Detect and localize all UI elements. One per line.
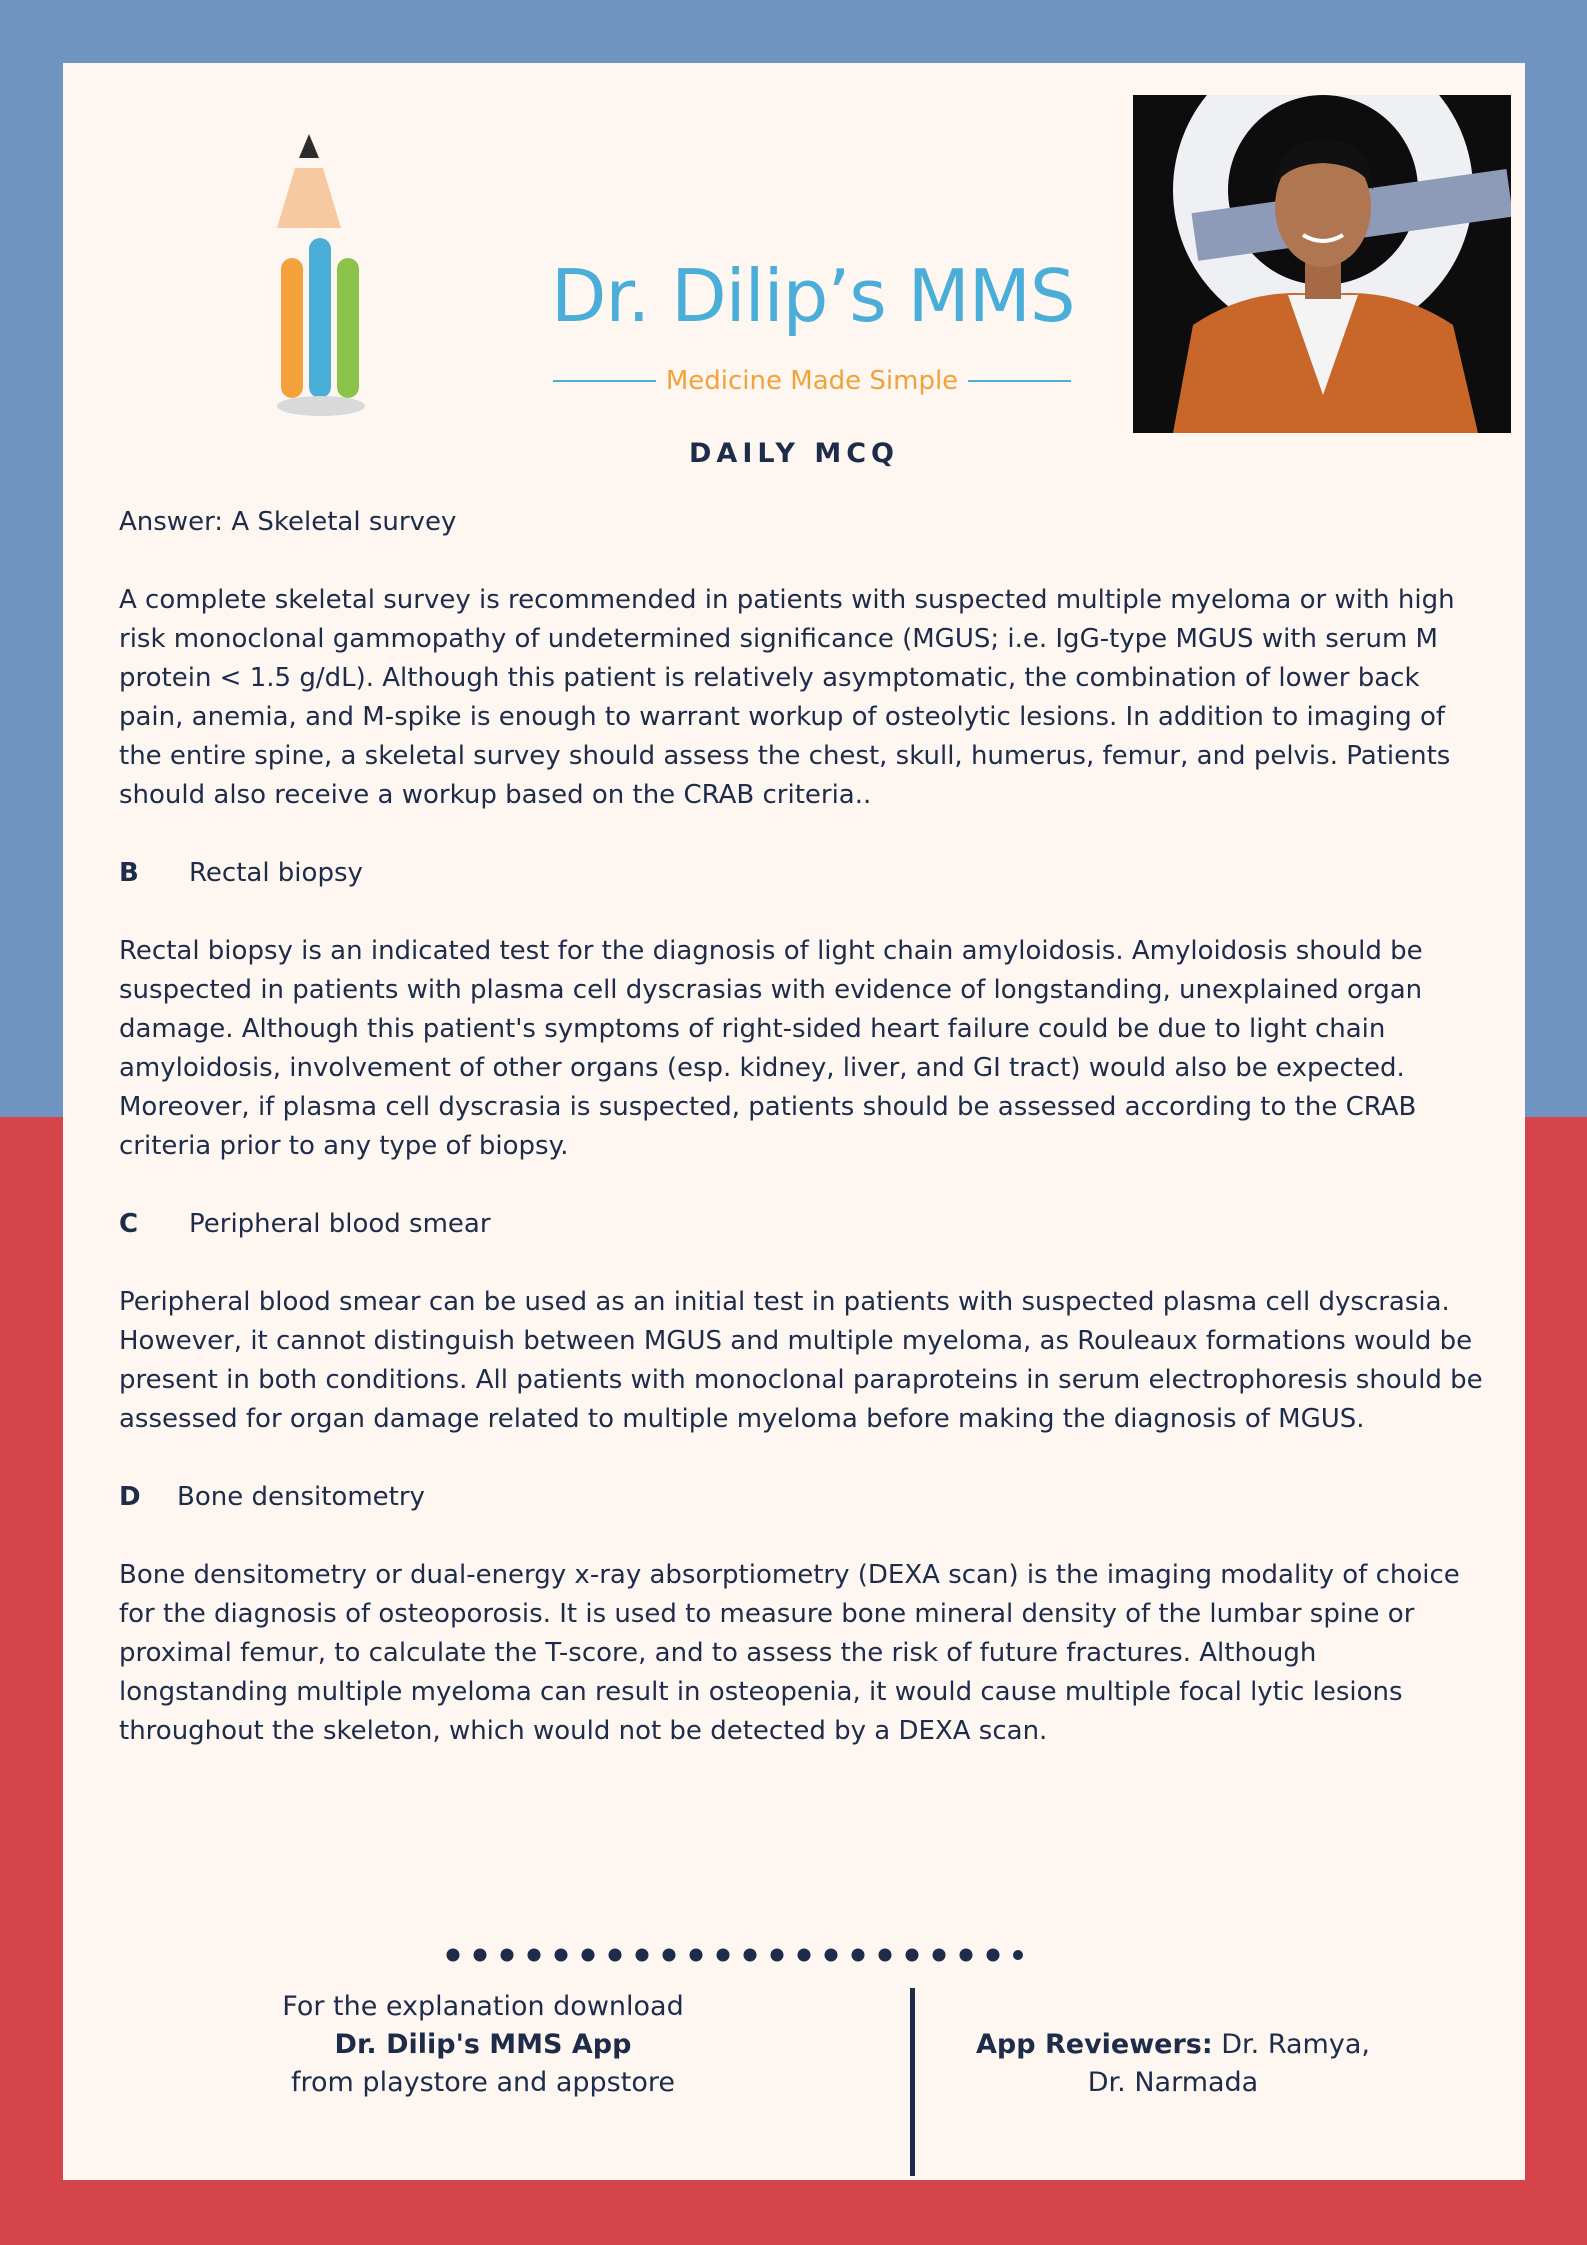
- footer-reviewers: [963, 2026, 1383, 2102]
- logo-rule-left: [553, 380, 656, 382]
- option-letter: D: [119, 1482, 141, 1512]
- reviewers-label: App Reviewers:: [976, 2029, 1213, 2060]
- page-heading: DAILY MCQ: [689, 438, 899, 469]
- option-c-explanation: Peripheral blood smear can be used as an initial test in patients with suspected plasma cell dyscrasia. However, it cannot distinguish between MGUS and multiple myeloma, as Rouleaux formations would be present in both conditions. All patients with monoclonal paraproteins in serum electrophoresis should be assessed for organ damage related to multiple myeloma before making the diagnosis of MGUS.: [119, 1287, 1483, 1434]
- logo-subtitle-row: [553, 361, 1071, 401]
- answer-explanation: A complete skeletal survey is recommended in patients with suspected multiple myeloma or with high risk monoclonal gammopathy of undetermined significance (MGUS; i.e. IgG-type MGUS with serum M protein < 1.5 g/dL). Although this patient is relatively asymptomatic, the combination of lower back pain, anemia, and M-spike is enough to warrant workup of osteolytic lesions. In addition to imaging of the entire spine, a skeletal survey should assess the chest, skull, humerus, femur, and pelvis. Patients should also receive a workup based on the CRAB criteria..: [119, 585, 1455, 810]
- page-card: [63, 63, 1525, 2180]
- footer-app-name: Dr. Dilip's MMS App: [334, 2029, 632, 2060]
- logo: [243, 98, 1075, 418]
- reviewers-names-2: Dr. Narmada: [1087, 2067, 1259, 2098]
- option-b-explanation: Rectal biopsy is an indicated test for the diagnosis of light chain amyloidosis. Amyloidosis should be suspected in patients with plasma cell dyscrasias with evidence of longstanding, unexplained organ damage. Although this patient's symptoms of right-sided heart failure could be due to light chain amyloidosis, involvement of other organs (esp. kidney, liver, and GI tract) would also be expected. Moreover, if plasma cell dyscrasia is suspected, patients should be assessed according to the CRAB criteria prior to any type of biopsy.: [119, 936, 1423, 1161]
- footer-divider: [910, 1988, 915, 2176]
- person-photo-icon: [1133, 95, 1511, 433]
- mcq-content: [119, 503, 1489, 1790]
- option-d-row: [119, 1478, 1489, 1517]
- option-title: Peripheral blood smear: [189, 1209, 491, 1239]
- option-d-explanation: Bone densitometry or dual-energy x-ray absorptiometry (DEXA scan) is the imaging modality of choice for the diagnosis of osteoporosis. It is used to measure bone mineral density of the lumbar spine or proximal femur, to calculate the T-score, and to assess the risk of future fractures. Although longstanding multiple myeloma can result in osteopenia, it would cause multiple focal lytic lesions throughout the skeleton, which would not be detected by a DEXA scan.: [119, 1560, 1460, 1746]
- option-title: Bone densitometry: [177, 1482, 425, 1512]
- author-photo: [1133, 95, 1511, 433]
- option-title: Rectal biopsy: [189, 858, 363, 888]
- footer-line-3: from playstore and appstore: [291, 2067, 675, 2098]
- option-letter: C: [119, 1209, 139, 1239]
- logo-subtitle: Medicine Made Simple: [665, 366, 959, 396]
- logo-rule-right: [968, 380, 1071, 382]
- pencil-logo-icon: [243, 98, 543, 418]
- option-b-row: [119, 854, 1489, 893]
- option-letter: B: [119, 858, 139, 888]
- answer-line: Answer: A Skeletal survey: [119, 507, 457, 537]
- footer-download-info: [223, 1988, 743, 2102]
- logo-title: Dr. Dilip’s MMS: [551, 254, 1075, 338]
- footer-line-1: For the explanation download: [282, 1991, 684, 2022]
- reviewers-line-1: [963, 2026, 1383, 2064]
- reviewers-names-1: Dr. Ramya,: [1212, 2029, 1370, 2060]
- option-c-row: [119, 1205, 1489, 1244]
- dotted-separator: [443, 1945, 1023, 1965]
